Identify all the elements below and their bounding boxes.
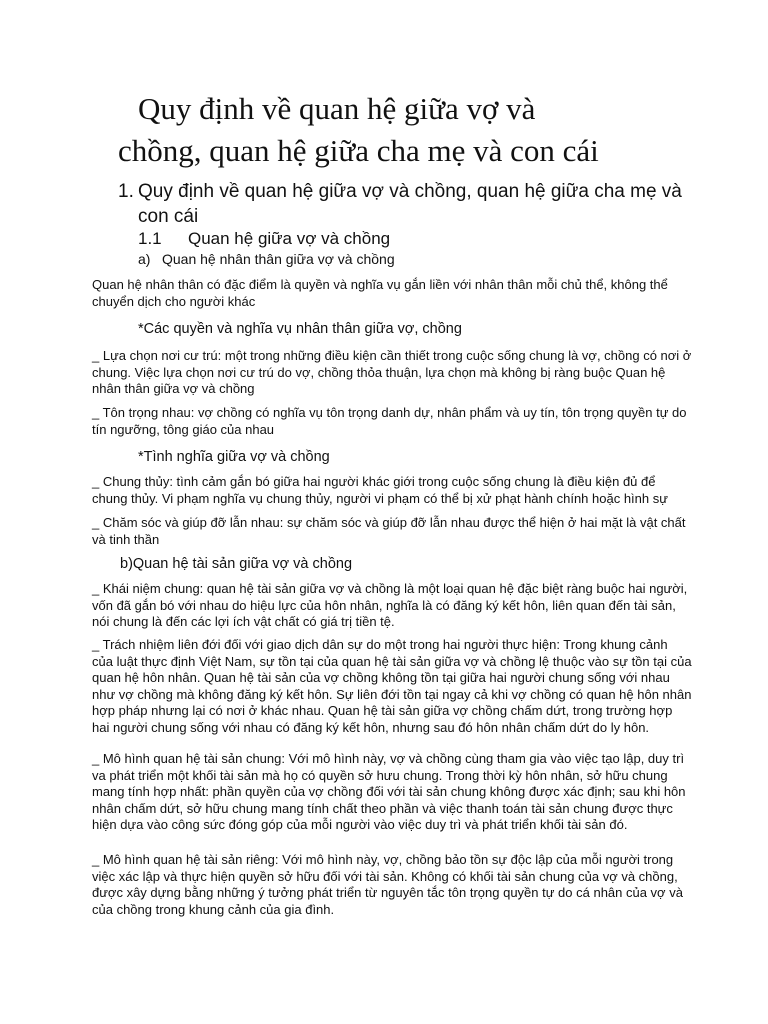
title-line-1: Quy định về quan hệ giữa vợ và [138,91,536,126]
heading-section-1-text: Quy định về quan hệ giữa vợ và chồng, quan hệ giữa cha mẹ và con cái [138,181,682,227]
heading-section-1-1-text: Quan hệ giữa vợ và chồng [188,229,391,248]
paragraph-liability: _ Trách nhiệm liên đới đối với giao dịch dân sự do một trong hai người thực hiện: Trong khung cảnh của luật thực định Việt Nam, sự tồn tại của quan hệ tài sản giữa vợ và chồng lệ thuộc vào sự tồn tại của quan hệ hôn nhân. Quan hệ tài sản của vợ chồng không tồn tại giữa hai người chung sống với nhau như vợ chồng mà không đăng ký kết hôn. Sự liên đới tồn tại ngay cả khi vợ chồng có quan hệ hôn nhân hợp pháp nhưng lại có nơi ở khác nhau. Quan hệ tài sản giữa vợ chồng chấm dứt, trong trường hợp hai người chung sống với nhau có đăng ký kết hôn, nhưng sau đó hôn nhân chấm dứt do ly hôn. [92,637,692,735]
heading-section-a-number: a) [138,251,151,267]
heading-section-a-text: Quan hệ nhân thân giữa vợ và chồng [162,251,395,267]
paragraph-fidelity: _ Chung thủy: tình cảm gắn bó giữa hai người khác giới trong cuộc sống chung là điều kiện đủ để chung thủy. Vi phạm nghĩa vụ chung thủy, người vi phạm có thể bị xử phạt hành chính hoặc hình sự [92,474,668,506]
subheading-affection: *Tình nghĩa giữa vợ và chồng [138,449,330,465]
heading-section-1 [118,179,698,229]
title-line-2: chồng, quan hệ giữa cha mẹ và con cái [118,133,599,168]
paragraph-respect: _ Tôn trọng nhau: vợ chồng có nghĩa vụ tôn trọng danh dự, nhân phẩm và uy tín, tôn trọng quyền tự do tín ngưỡng, tông giáo của nhau [92,405,687,437]
paragraph-residence: _ Lựa chọn nơi cư trú: một trong những điều kiện cần thiết trong cuộc sống chung là vợ, chồng có nơi ở chung. Việc lựa chọn nơi cư trú do vợ, chồng thỏa thuận, lựa chọn mà không bị ràng buộc Quan hệ nhân thân giữa vợ và chồng [92,348,692,396]
document-title [118,88,738,172]
heading-section-1-1 [138,228,390,250]
paragraph-concept: _ Khái niệm chung: quan hệ tài sản giữa vợ và chồng là một loại quan hệ đặc biệt ràng buộc hai người, vốn đã gắn bó với nhau do hiệu lực của hôn nhân, nghĩa là có đăng ký kết hôn, liên quan đến tài sản, nói chung là đến các lợi ích vật chất có giá trị tiền tệ. [92,581,688,629]
paragraph-intro: Quan hệ nhân thân có đặc điểm là quyền và nghĩa vụ gắn liền với nhân thân mỗi chủ thể, không thể chuyển dịch cho người khác [92,277,668,309]
heading-section-1-1-number: 1.1 [138,229,162,248]
heading-section-1-number: 1. [118,181,134,202]
paragraph-care: _ Chăm sóc và giúp đỡ lẫn nhau: sự chăm sóc và giúp đỡ lẫn nhau được thể hiện ở hai mặt là vật chất và tinh thần [92,515,686,547]
paragraph-common-property: _ Mô hình quan hệ tài sản chung: Với mô hình này, vợ và chồng cùng tham gia vào việc tạo lập, duy trì va phát triển một khối tài sản mà họ có quyền sở hưu chung. Trong thời kỳ hôn nhân, sở hữu chung mang tính hợp nhất: phần quyền của vợ chồng đối với tài sản chung không được xác định; sau khi hôn nhân chấm dứt, sở hữu chung mang tính chất theo phần và việc thanh toán tài sản chung được thực hiện dựa vào công sức đóng góp của mỗi người vào việc duy trì và phát triển khối tài sản đó. [92,751,686,832]
subheading-property: b)Quan hệ tài sản giữa vợ và chồng [120,556,353,572]
heading-section-a [138,250,395,268]
subheading-rights: *Các quyền và nghĩa vụ nhân thân giữa vợ, chồng [138,321,462,337]
paragraph-separate-property: _ Mô hình quan hệ tài sản riêng: Với mô hình này, vợ, chồng bảo tồn sự độc lập của mỗi người trong việc xác lập và thực hiện quyền sở hữu đối với tài sản. Không có khối tài sản chung của vợ và chồng, được xây dựng bằng những ý tưởng phát triển từ nguyên tắc tôn trọng quyền tự do cá nhân của vợ và của chồng trong khung cảnh của gia đình. [92,852,683,917]
